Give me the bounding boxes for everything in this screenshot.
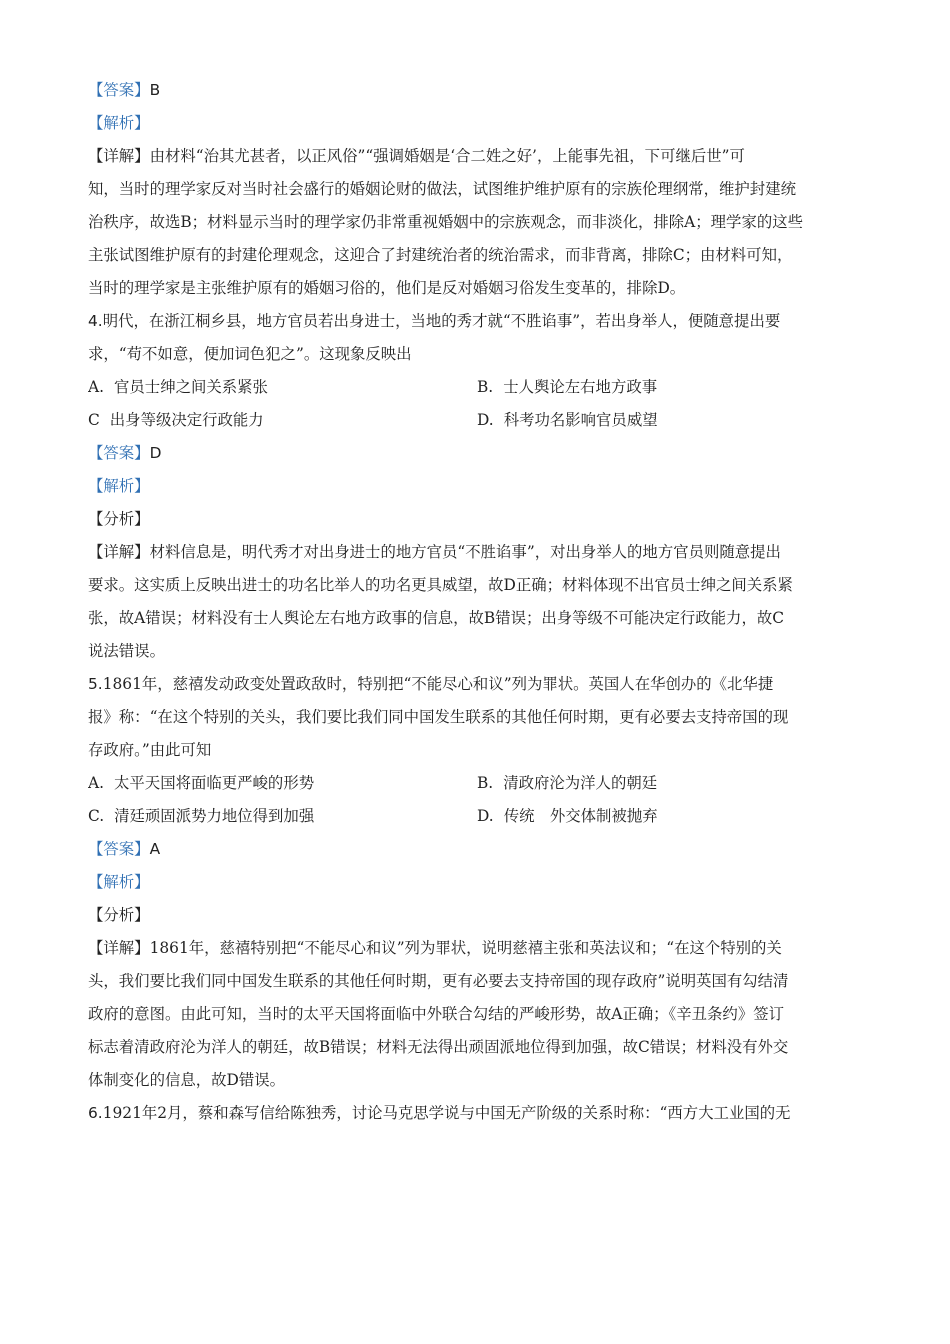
fenxi-label: 【分析】 bbox=[88, 906, 150, 924]
q5-analysis-line bbox=[88, 866, 866, 899]
q3-detail-line: 主张试图维护原有的封建伦理观念，这迎合了封建统治者的统治需求，而非背离，排除C；由材料可知， bbox=[88, 246, 793, 264]
q4-detail-line bbox=[88, 536, 866, 569]
q5-answer-line bbox=[88, 833, 866, 866]
q5-answer-value: A bbox=[149, 840, 161, 858]
q5-detail-line: 头，我们要比我们同中国发生联系的其他任何时期，更有必要去支持帝国的现存政府”说明英国有勾结清 bbox=[88, 972, 789, 990]
q4-stem-text: 明代，在浙江桐乡县，地方官员若出身进士，当地的秀才就“不胜谄事”，若出身举人，便随意提出要 bbox=[102, 312, 781, 330]
detail-label: 【详解】 bbox=[88, 147, 150, 165]
q5-detail-line: 体制变化的信息，故D错误。 bbox=[88, 1071, 286, 1089]
q4-stem-line: 求，“苟不如意，便加词色犯之”。这现象反映出 bbox=[88, 345, 412, 363]
q5-detail-line: 政府的意图。由此可知，当时的太平天国将面临中外联合勾结的严峻形势，故A正确；《辛丑条约》签订 bbox=[88, 1005, 784, 1023]
answer-label: 【答案】 bbox=[88, 840, 150, 858]
q4-option-d: D. 科考功名影响官员威望 bbox=[477, 411, 658, 429]
q5-stem-line: 报》称：“在这个特别的关头，我们要比我们同中国发生联系的其他任何时期，更有必要去支持帝国的现 bbox=[88, 708, 789, 726]
detail-label: 【详解】 bbox=[88, 543, 150, 561]
q5-options-row bbox=[88, 800, 866, 833]
q5-option-a: A. 太平天国将面临更严峻的形势 bbox=[88, 774, 315, 792]
analysis-label: 【解析】 bbox=[88, 114, 150, 132]
q5-option-d: D. 传统 外交体制被抛弃 bbox=[477, 807, 658, 825]
q5-fenxi-line bbox=[88, 899, 866, 932]
q4-detail-text: 材料信息是，明代秀才对出身进士的地方官员“不胜谄事”，对出身举人的地方官员则随意提出 bbox=[149, 543, 781, 561]
q4-answer-value: D bbox=[149, 444, 162, 462]
q3-detail-line: 知，当时的理学家反对当时社会盛行的婚姻论财的做法，试图维护维护原有的宗族伦理纲常，维护封建统 bbox=[88, 180, 796, 198]
detail-label: 【详解】 bbox=[88, 939, 150, 957]
q4-detail-line: 要求。这实质上反映出进士的功名比举人的功名更具威望，故D正确；材料体现不出官员士绅之间关系紧 bbox=[88, 576, 793, 594]
q5-option-b: B. 清政府沦为洋人的朝廷 bbox=[477, 774, 658, 792]
q5-stem-line bbox=[88, 668, 866, 701]
q4-answer-line bbox=[88, 437, 866, 470]
q3-detail-line bbox=[88, 140, 866, 173]
q4-option-a: A. 官员士绅之间关系紧张 bbox=[88, 378, 268, 396]
q3-detail-line: 当时的理学家是主张维护原有的婚姻习俗的，他们是反对婚姻习俗发生变革的，排除D。 bbox=[88, 279, 686, 297]
q4-option-c: C 出身等级决定行政能力 bbox=[88, 411, 264, 429]
q4-analysis-line bbox=[88, 470, 866, 503]
q3-detail-line: 治秩序，故选B；材料显示当时的理学家仍非常重视婚姻中的宗族观念，而非淡化，排除A；理学家的这些 bbox=[88, 213, 804, 231]
q3-detail-text: 由材料“治其尤甚者，以正风俗”“强调婚姻是‘合二姓之好’，上能事先祖，下可继后世”可 bbox=[149, 147, 745, 165]
q4-detail-line: 说法错误。 bbox=[88, 642, 165, 660]
q5-detail-line: 标志着清政府沦为洋人的朝廷，故B错误；材料无法得出顽固派地位得到加强，故C错误；材料没有外交 bbox=[88, 1038, 789, 1056]
answer-label: 【答案】 bbox=[88, 444, 150, 462]
q4-options-row bbox=[88, 371, 866, 404]
q5-number: 5. bbox=[88, 675, 103, 693]
q5-detail-text: 1861年，慈禧特别把“不能尽心和议”列为罪状，说明慈禧主张和英法议和；“在这个特别的关 bbox=[149, 939, 782, 957]
document-page bbox=[88, 74, 866, 1130]
q4-options-row bbox=[88, 404, 866, 437]
q5-stem-text: 1861年，慈禧发动政变处置政敌时，特别把“不能尽心和议”列为罪状。英国人在华创办的《北华捷 bbox=[102, 675, 774, 693]
q3-answer-line bbox=[88, 74, 866, 107]
analysis-label: 【解析】 bbox=[88, 873, 150, 891]
q6-number: 6. bbox=[88, 1104, 103, 1122]
q4-number: 4. bbox=[88, 312, 103, 330]
q4-fenxi-line bbox=[88, 503, 866, 536]
q3-analysis-line bbox=[88, 107, 866, 140]
q3-answer-value: B bbox=[149, 81, 161, 99]
fenxi-label: 【分析】 bbox=[88, 510, 150, 528]
analysis-label: 【解析】 bbox=[88, 477, 150, 495]
q5-stem-line: 存政府。”由此可知 bbox=[88, 741, 212, 759]
q4-option-b: B. 士人舆论左右地方政事 bbox=[477, 378, 658, 396]
q5-detail-line bbox=[88, 932, 866, 965]
q6-stem-text: 1921年2月，蔡和森写信给陈独秀，讨论马克思学说与中国无产阶级的关系时称：“西方大工业国的无 bbox=[102, 1104, 791, 1122]
q5-options-row bbox=[88, 767, 866, 800]
answer-label: 【答案】 bbox=[88, 81, 150, 99]
q5-option-c: C. 清廷顽固派势力地位得到加强 bbox=[88, 807, 315, 825]
q4-stem-line bbox=[88, 305, 866, 338]
q6-stem-line bbox=[88, 1097, 866, 1130]
q4-detail-line: 张，故A错误；材料没有士人舆论左右地方政事的信息，故B错误；出身等级不可能决定行政能力，故C bbox=[88, 609, 784, 627]
